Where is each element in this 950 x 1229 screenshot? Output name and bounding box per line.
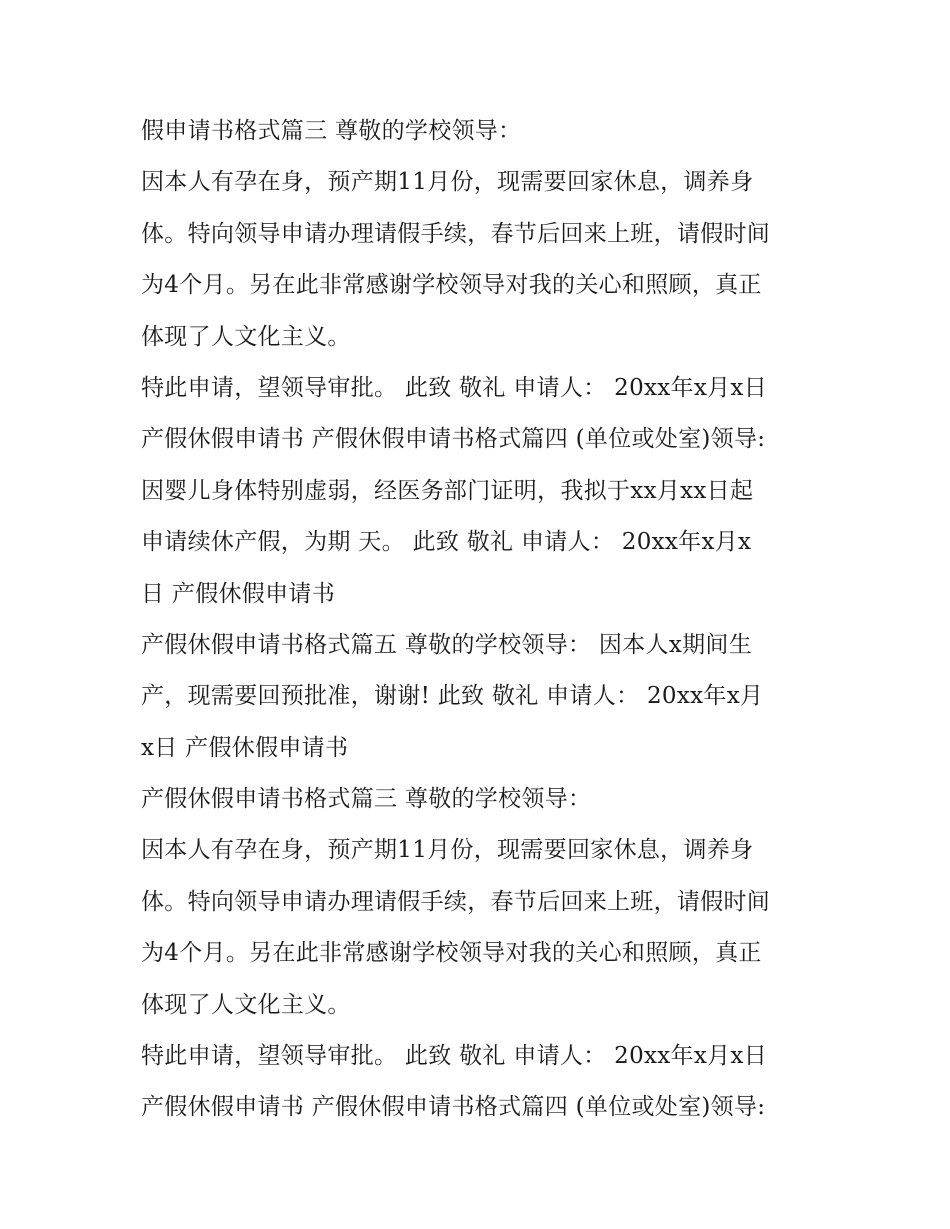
text-line: 申请续休产假，为期 天。 此致 敬礼 申请人： 20xx年x月x xyxy=(141,529,752,556)
text-line: 假申请书格式篇三 尊敬的学校领导： xyxy=(141,118,522,144)
text-line: 因本人有孕在身，预产期11月份，现需要回家休息，调养身 xyxy=(141,837,754,864)
text-line: 为4个月。另在此非常感谢学校领导对我的关心和照顾，真正 xyxy=(141,940,762,967)
text-line: 为4个月。另在此非常感谢学校领导对我的关心和照顾，真正 xyxy=(141,272,762,299)
text-line: 体。特向领导申请办理请假手续，春节后回来上班，请假时间 xyxy=(141,220,771,247)
text-line: 产假休假申请书 产假休假申请书格式篇四 (单位或处室)领导: xyxy=(141,426,766,453)
text-line: 特此申请，望领导审批。 此致 敬礼 申请人： 20xx年x月x日 xyxy=(141,374,767,401)
text-line: x日 产假休假申请书 xyxy=(141,734,349,761)
text-line: 日 产假休假申请书 xyxy=(141,580,336,607)
text-line: 体现了人文化主义。 xyxy=(141,991,351,1018)
text-line: 体现了人文化主义。 xyxy=(141,323,351,350)
text-line: 因本人有孕在身，预产期11月份，现需要回家休息，调养身 xyxy=(141,169,754,196)
text-line: 特此申请，望领导审批。 此致 敬礼 申请人： 20xx年x月x日 xyxy=(141,1043,767,1070)
text-line: 产假休假申请书格式篇五 尊敬的学校领导： 因本人x期间生 xyxy=(141,631,752,658)
document-body xyxy=(141,106,821,1134)
text-line: 产假休假申请书 产假休假申请书格式篇四 (单位或处室)领导: xyxy=(141,1094,766,1121)
text-line: 产，现需要回预批准，谢谢! 此致 敬礼 申请人： 20xx年x月 xyxy=(141,683,764,710)
text-line: 因婴儿身体特别虚弱，经医务部门证明，我拟于xx月xx日起 xyxy=(141,477,754,504)
text-line: 体。特向领导申请办理请假手续，春节后回来上班，请假时间 xyxy=(141,888,771,915)
text-line: 产假休假申请书格式篇三 尊敬的学校领导： xyxy=(141,786,592,813)
